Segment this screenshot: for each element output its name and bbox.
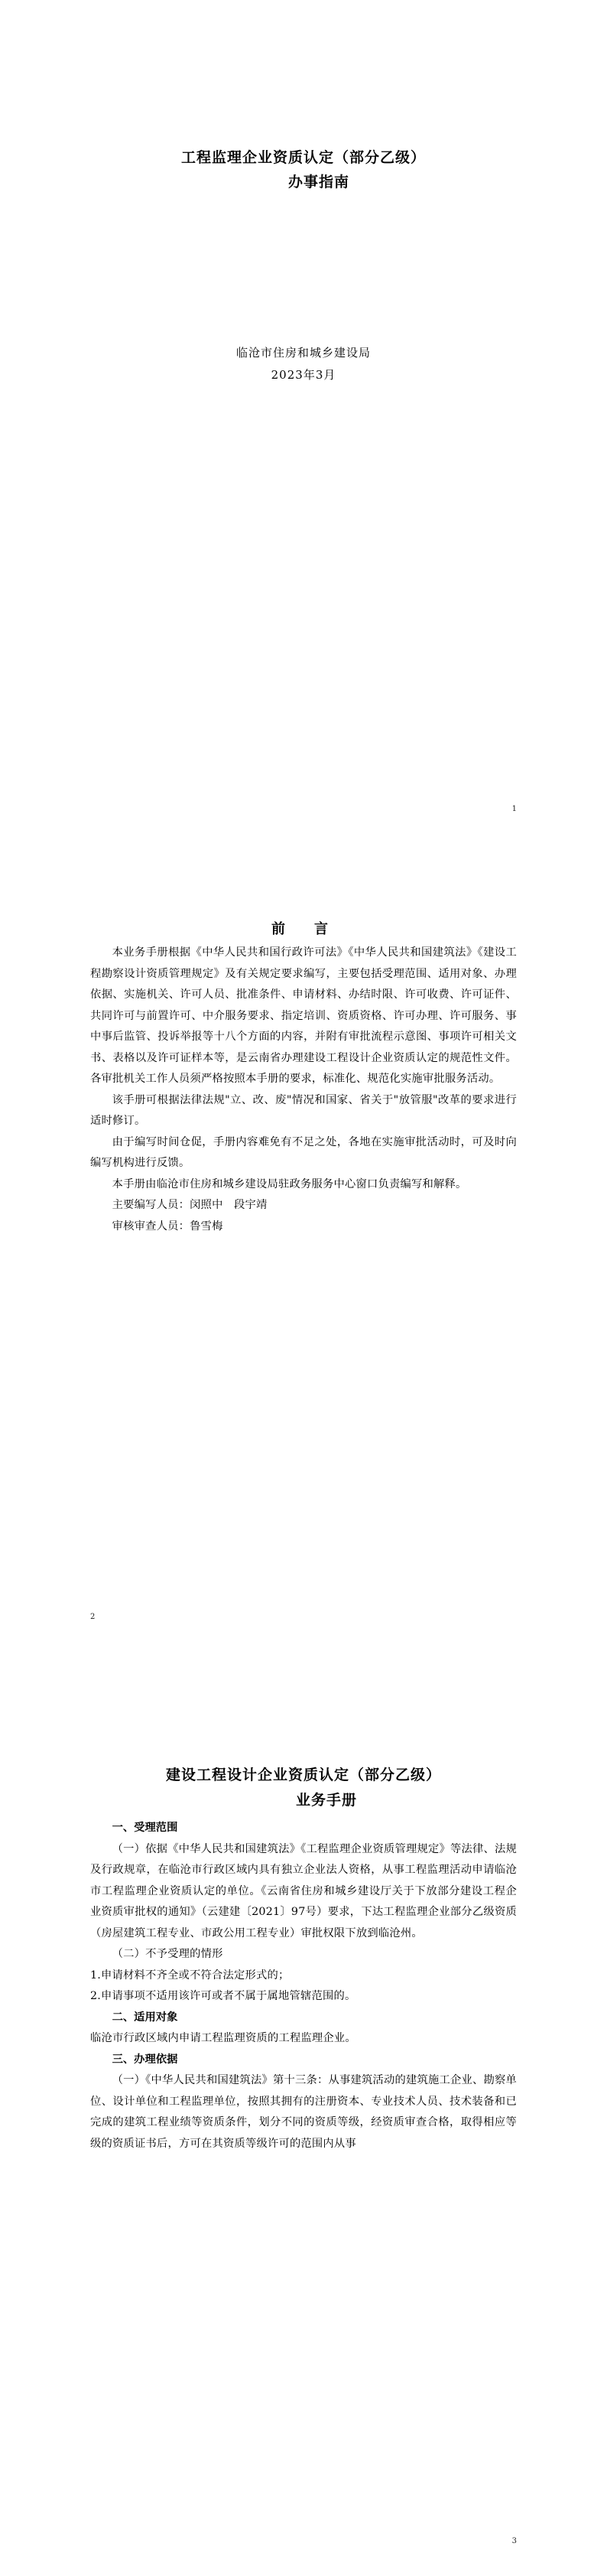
cover-issuer: 临沧市住房和城乡建设局 xyxy=(235,346,371,360)
preface-heading: 前 言 xyxy=(271,921,336,937)
preface-paragraph: 本业务手册根据《中华人民共和国行政许可法》《中华人民共和国建筑法》《建设工程勘察设计资质管理规定》及有关规定要求编写，主要包括受理范围、适用对象、办理依据、实施机关、许可人员、批准条件、申请材料、办结时限、许可收费、许可证件、共同许可与前置许可、中介服务要求、指定培训、资质资格、许可办理、许可服务、事中事后监管、投诉举报等十八个方面的内容，并附有审批流程示意图、事项许可相关文书、表格以及许可证样本等，是云南省办理建设工程设计企业资质认定的规范性文件。各审批机关工作人员须严格按照本手册的要求，标准化、规范化实施审批服务活动。 xyxy=(90,946,517,1085)
page-number: 2 xyxy=(90,1613,96,1621)
manual-list-item: 2.申请事项不适用该许可或者不属于属地管辖范围的。 xyxy=(90,1990,356,2002)
manual-paragraph: （一）依据《中华人民共和国建筑法》《工程监理企业资质管理规定》等法律、法规及行政规章，在临沧市行政区域内具有独立企业法人资格，从事工程监理活动申请临沧市工程监理企业资质认定的单位。《云南省住房和城乡建设厅关于下放部分建设工程企业资质审批权的通知》（云建建〔2021〕97号）要求，下达工程监理企业部分乙级资质（房屋建筑工程专业、市政公用工程专业）审批权限下放到临沧州。 xyxy=(90,1842,517,1939)
preface-paragraph: 由于编写时间仓促，手册内容难免有不足之处，各地在实施审批活动时，可及时向编写机构进行反馈。 xyxy=(90,1135,517,1169)
manual-paragraph: （一）《中华人民共和国建筑法》第十三条：从事建筑活动的建筑施工企业、勘察单位、设计单位和工程监理单位，按照其拥有的注册资本、专业技术人员、技术装备和已完成的建筑工程业绩等资质条件，划分不同的资质等级，经资质审查合格，取得相应等级的资质证书后，方可在其资质等级许可的范围内从事 xyxy=(90,2074,517,2150)
preface-paragraph: 该手册可根据法律法规"立、改、废"情况和国家、省关于"放管服"改革的要求进行适时修订。 xyxy=(90,1093,517,1127)
page-number: 3 xyxy=(511,2537,517,2545)
cover-date: 2023年3月 xyxy=(271,368,336,382)
manual-paragraph: 临沧市行政区域内申请工程监理资质的工程监理企业。 xyxy=(90,2032,356,2044)
page-number: 1 xyxy=(511,805,517,813)
manual-section-heading: 三、办理依据 xyxy=(112,2053,178,2066)
cover-title-line-2: 办事指南 xyxy=(287,174,349,191)
manual-list-item: 1.申请材料不齐全或不符合法定形式的； xyxy=(90,1969,290,1982)
cover-title xyxy=(90,0,517,194)
preface-page xyxy=(0,858,607,1717)
manual-page xyxy=(0,1717,607,2576)
cover-page xyxy=(0,0,607,858)
preface-reviewers: 审核审查人员：鲁雪梅 xyxy=(112,1220,223,1233)
manual-title xyxy=(90,1717,517,1818)
preface-paragraph: 本手册由临沧市住房和城乡建设局驻政务服务中心窗口负责编写和解释。 xyxy=(112,1177,467,1190)
manual-paragraph: （二）不予受理的情形 xyxy=(112,1948,223,1960)
manual-title-line-2: 业务手册 xyxy=(295,1792,357,1809)
cover-title-line-1: 工程监理企业资质认定（部分乙级） xyxy=(180,149,426,166)
manual-section-heading: 二、适用对象 xyxy=(112,2011,178,2024)
manual-section-heading: 一、受理范围 xyxy=(112,1822,178,1834)
preface-writers: 主要编写人员：闵照中 段宇靖 xyxy=(112,1199,268,1211)
manual-title-line-1: 建设工程设计企业资质认定（部分乙级） xyxy=(165,1767,441,1783)
